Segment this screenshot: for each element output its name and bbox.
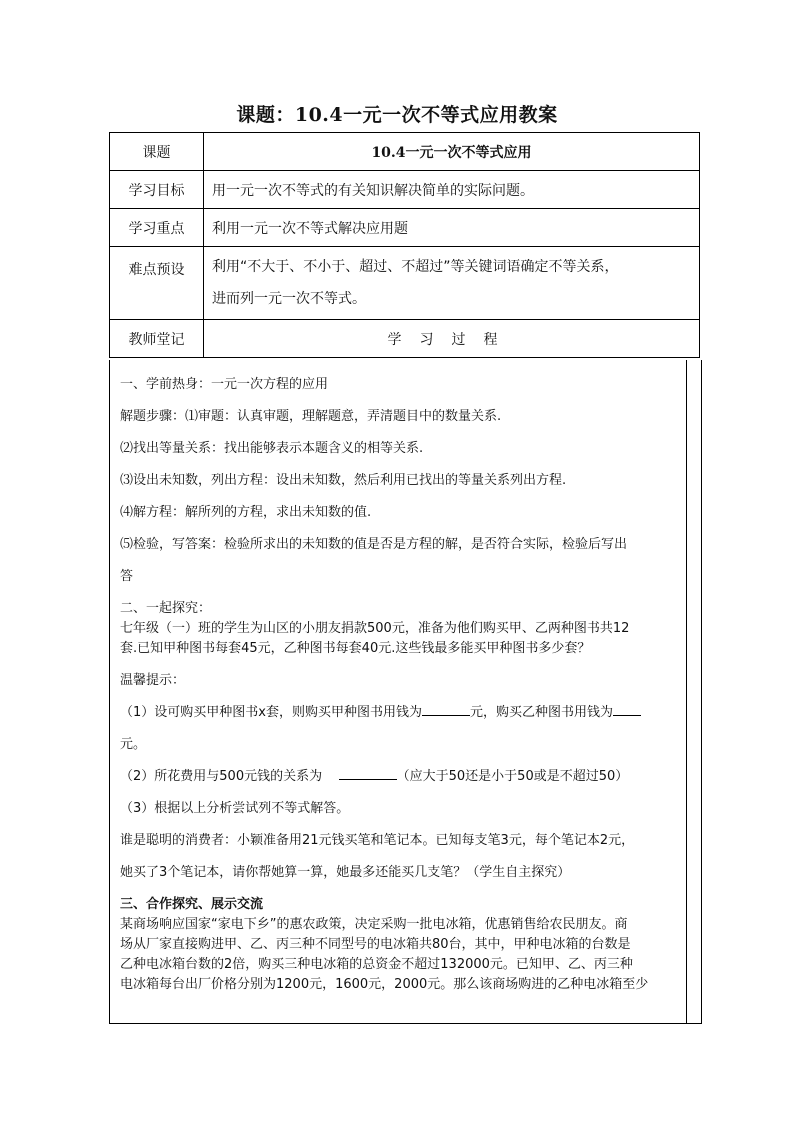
label-focus: 学习重点 [110,209,204,247]
section1-step1: 解题步骤：⑴审题：认真审题，理解题意，弄清题目中的数量关系. [120,409,502,424]
label-objective: 学习目标 [110,171,204,209]
value-difficulty [204,247,700,320]
section3-line3: 乙种电冰箱台数的2倍，购买三种电冰箱的总资金不超过132000元。已知甲、乙、丙三种 [120,957,633,972]
inner-margin-rule [686,360,687,1023]
section1-step2: ⑵找出等量关系：找出能够表示本题含义的相等关系. [120,441,424,456]
hint1-text-a: （1）设可购买甲种图书x套，则购买甲种图书用钱为 [120,705,422,720]
hint1-text-b: 元，购买乙种图书用钱为 [469,705,613,720]
label-teacher-notes: 教师堂记 [110,320,204,358]
value-focus: 利用一元一次不等式解决应用题 [204,209,700,247]
section3-line2: 场从厂家直接购进甲、乙、丙三种不同型号的电冰箱共80台，其中，甲种电冰箱的台数是 [120,937,631,952]
table-row-focus [110,209,700,247]
lesson-content [120,374,680,995]
section2-example-line2: 她买了3个笔记本，请你帮她算一算，她最多还能买几支笔？（学生自主探究） [120,865,571,880]
section2-problem-line1: 七年级（一）班的学生为山区的小朋友捐款500元，准备为他们购买甲、乙两种图书共12 [120,621,630,636]
section2-problem-line2: 套.已知甲种图书每套45元，乙种图书每套40元.这些钱最多能买甲种图书多少套？ [120,641,591,656]
hint2-text-b: （应大于50还是小于50或是不超过50） [396,769,629,784]
table-row-topic [110,133,700,171]
lesson-info-table [109,132,700,358]
table-row-objective [110,171,700,209]
section3-line1: 某商场响应国家“家电下乡”的惠农政策，决定采购一批电冰箱，优惠销售给农民朋友。商 [120,917,628,932]
section2-hint2 [120,766,680,787]
value-difficulty-line1: 利用“不大于、不小于、超过、不超过”等关键词语确定不等关系， [212,259,619,275]
section1-step5-line1: ⑸检验，写答案：检验所求出的未知数的值是否是方程的解，是否符合实际，检验后写出 [120,537,628,552]
value-difficulty-line2: 进而列一元一次不等式。 [212,291,366,307]
section2-example-line1: 谁是聪明的消费者：小颖准备用21元钱买笔和笔记本。已知每支笔3元，每个笔记本2元， [120,833,635,848]
section2-hint-title: 温馨提示： [120,673,186,688]
table-row-teacher-notes [110,320,700,358]
section2-hint1-line1 [120,702,680,723]
section1-title: 一、学前热身：一元一次方程的应用 [120,377,329,392]
section3-line4: 电冰箱每台出厂价格分别为1200元，1600元，2000元。那么该商场购进的乙种电冰箱至少 [120,977,649,992]
section1-step5-line2: 答 [120,569,134,584]
section2-title: 二、一起探究： [120,601,212,616]
section3-title: 三、合作探究、展示交流 [120,897,264,912]
value-topic: 10.4一元一次不等式应用 [204,133,700,171]
label-topic: 课题 [110,133,204,171]
section2-hint3: （3）根据以上分析尝试列不等式解答。 [120,801,350,816]
section1-step3: ⑶设出未知数，列出方程：设出未知数，然后利用已找出的等量关系列出方程. [120,473,567,488]
value-learning-process: 学习过程 [204,320,700,358]
table-row-difficulty [110,247,700,320]
hint1-blank-2 [613,703,641,716]
page-title: 课题：10.4一元一次不等式应用教案 [236,104,558,126]
hint2-text-a: （2）所花费用与500元钱的关系为 [120,769,323,784]
hint1-blank-1 [422,703,470,716]
lesson-body [109,360,702,1024]
label-difficulty: 难点预设 [110,247,204,320]
value-objective: 用一元一次不等式的有关知识解决简单的实际问题。 [204,171,700,209]
section2-hint1-line2: 元。 [120,737,147,752]
hint2-blank [339,767,397,780]
section1-step4: ⑷解方程：解所列的方程，求出未知数的值. [120,505,372,520]
